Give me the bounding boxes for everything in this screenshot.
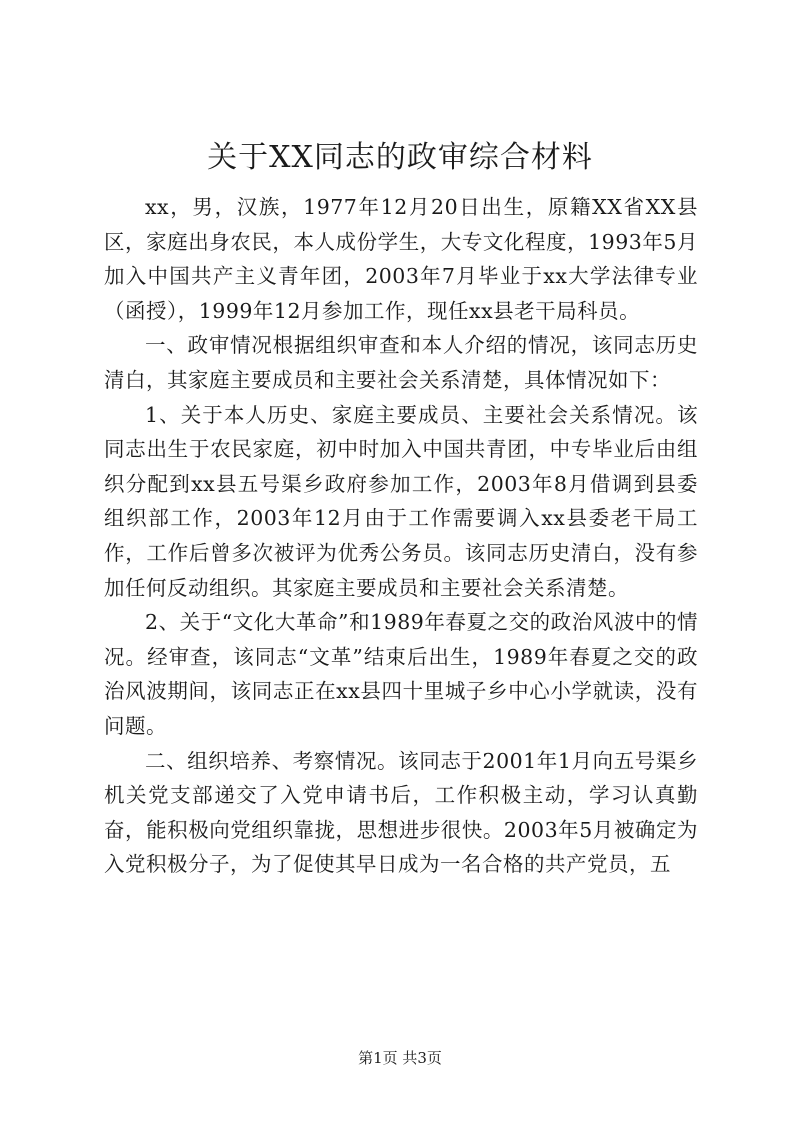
paragraph-personal-info: xx，男，汉族，1977年12月20日出生，原籍XX省XX县区，家庭出身农民，本人成份学生，大专文化程度，1993年5月加入中国共产主义青年团，2003年7月毕业于xx大学法律专业（函授），1999年12月参加工作，现任xx县老干局科员。 [104, 195, 698, 323]
document-title: 关于XX同志的政审综合材料 [207, 140, 593, 175]
paragraph-review-overview: 一、政审情况根据组织审查和本人介绍的情况，该同志历史清白，其家庭主要成员和主要社会关系清楚，具体情况如下： [104, 333, 698, 392]
page-number-footer: 第1页 共3页 [358, 1049, 442, 1067]
paragraph-organization-training: 二、组织培养、考察情况。该同志于2001年1月向五号渠乡机关党支部递交了入党申请书后，工作积极主动，学习认真勤奋，能积极向党组织靠拢，思想进步很快。2003年5月被确定为入党积极分子，为了促使其早日成为一名合格的共产党员，五 [104, 748, 698, 877]
paragraph-personal-history: 1、关于本人历史、家庭主要成员、主要社会关系情况。该同志出生于农民家庭，初中时加入中国共青团，中专毕业后由组织分配到xx县五号渠乡政府参加工作，2003年8月借调到县委组织部工作，2003年12月由于工作需要调入xx县委老干局工作，工作后曾多次被评为优秀公务员。该同志历史清白，没有参加任何反动组织。其家庭主要成员和主要社会关系清楚。 [104, 402, 698, 600]
document-body [104, 190, 698, 882]
paragraph-political-events: 2、关于“文化大革命”和1989年春夏之交的政治风波中的情况。经审查，该同志“文革”结束后出生，1989年春夏之交的政治风波期间，该同志正在xx县四十里城子乡中心小学就读，没有问题。 [104, 610, 698, 738]
